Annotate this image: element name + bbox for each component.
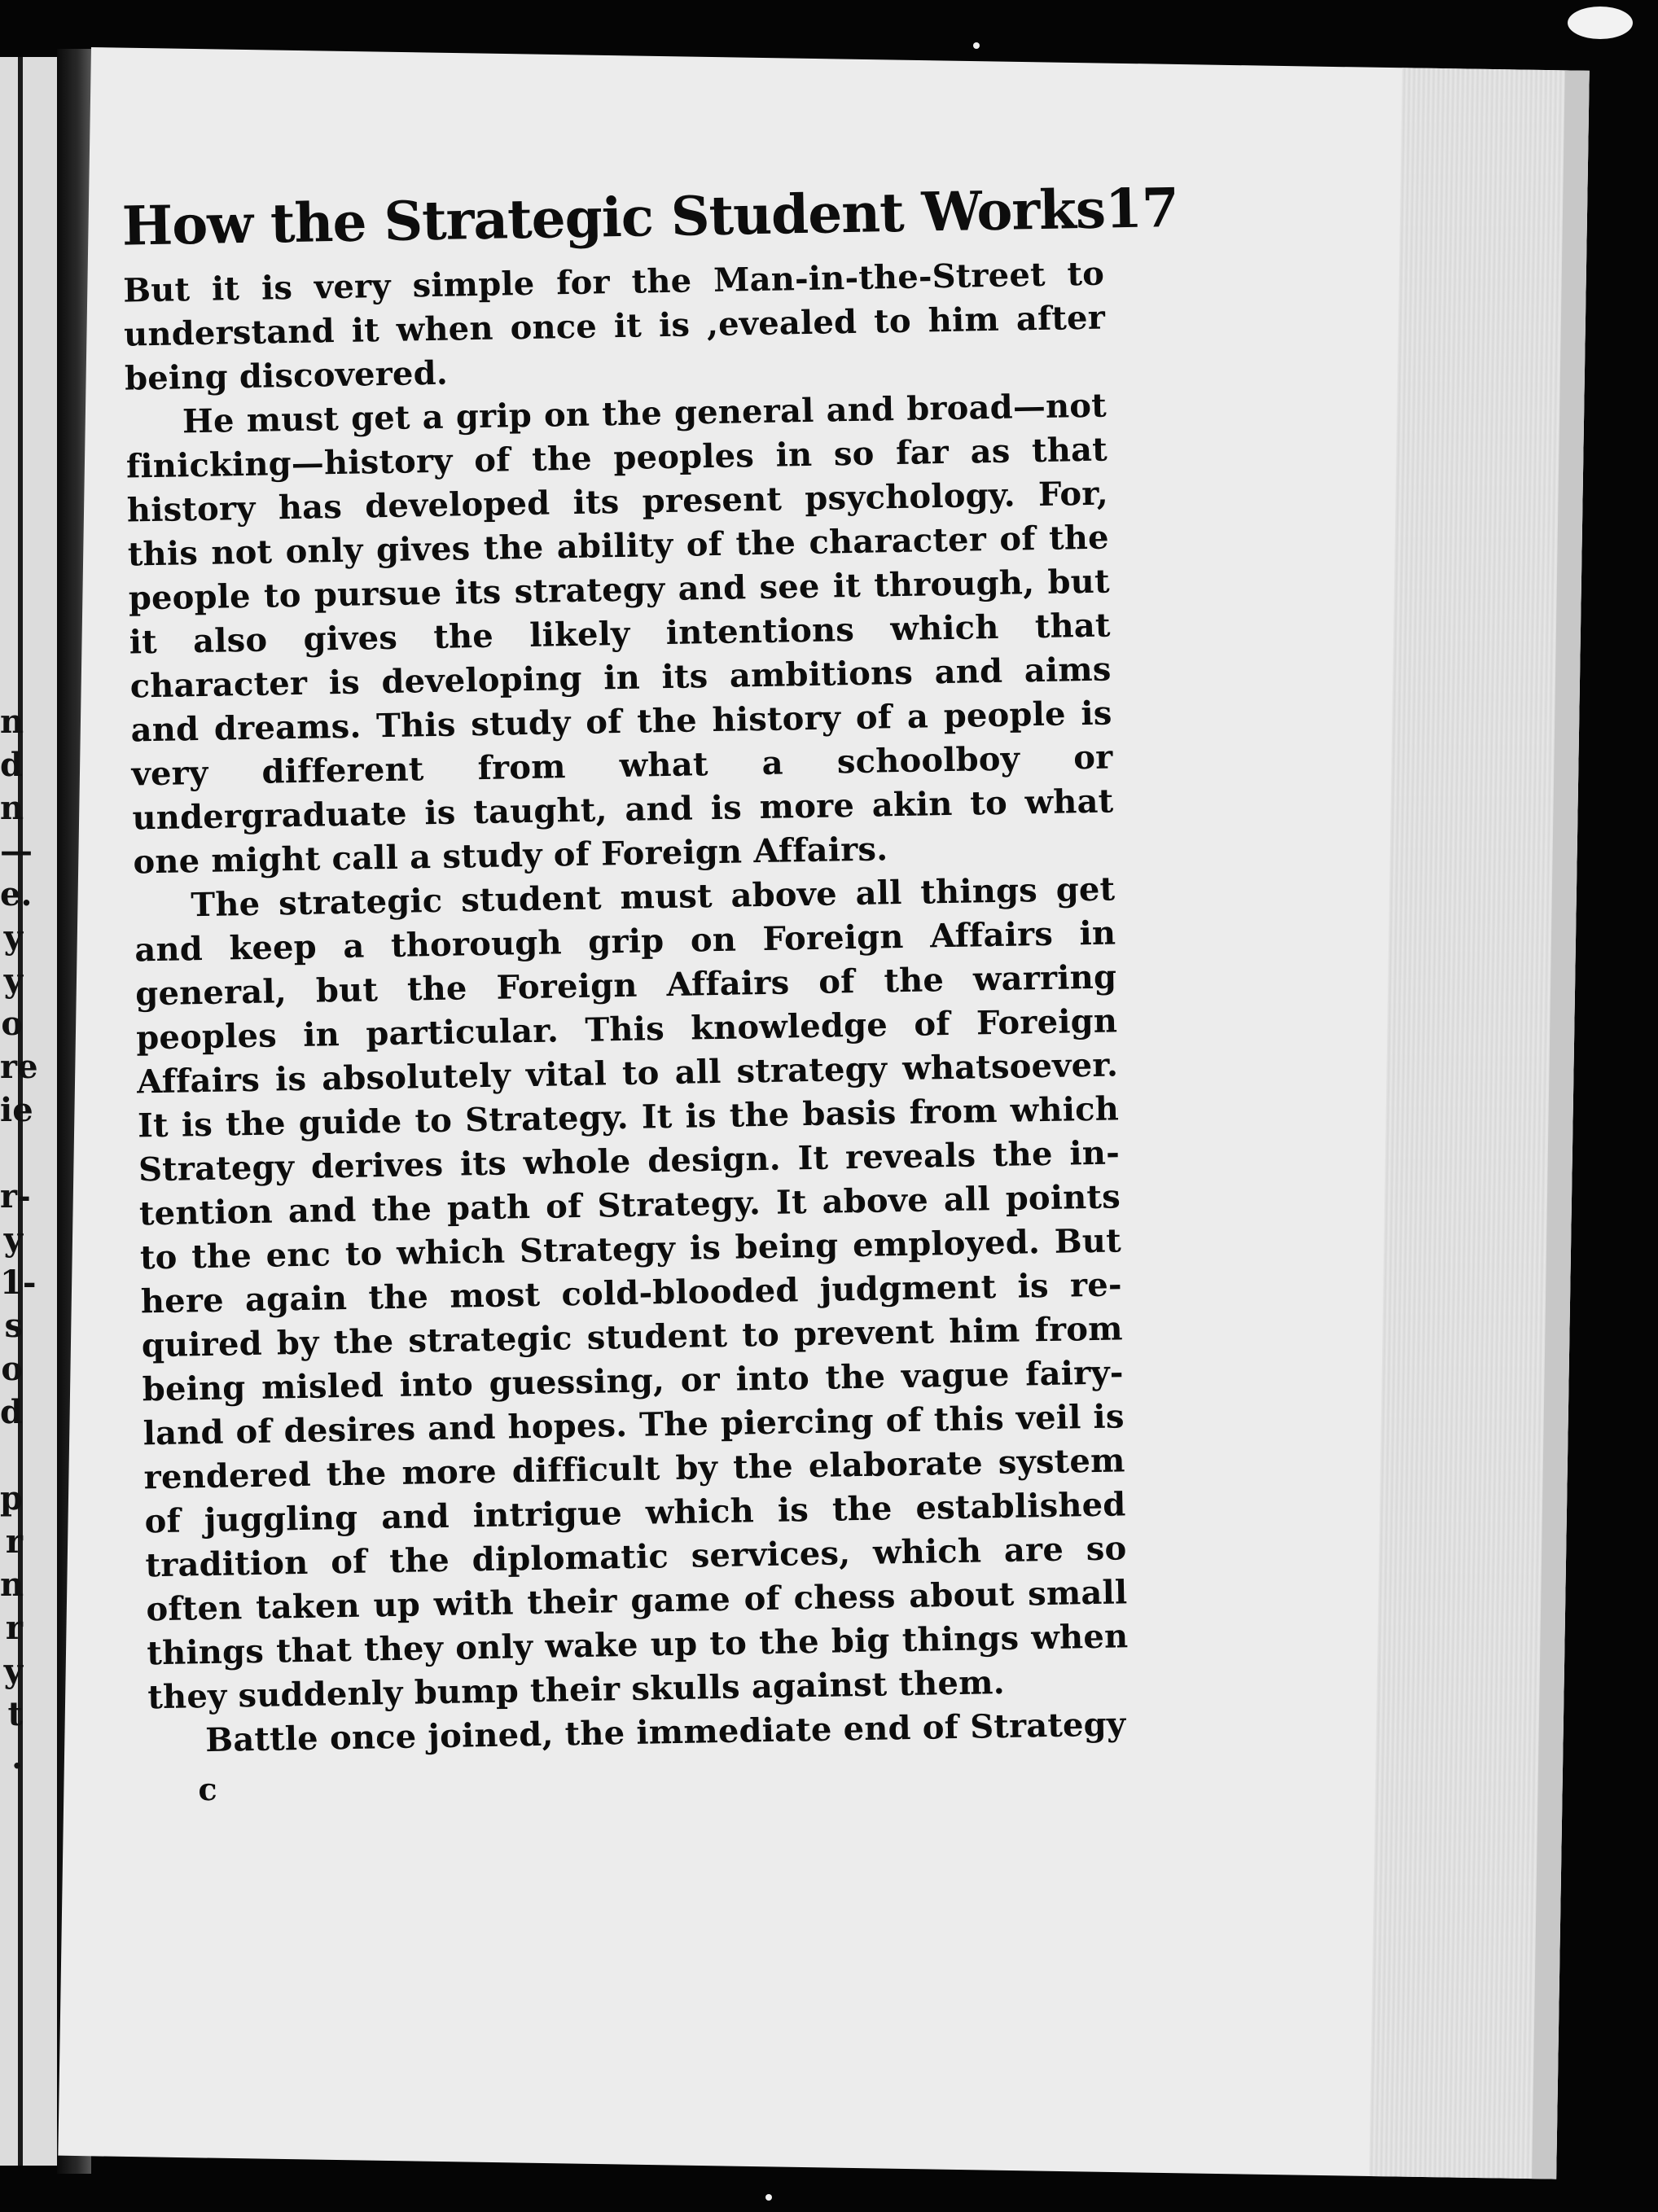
- page-number: 17: [1104, 175, 1179, 241]
- facing-page-fragment: n: [0, 1566, 24, 1604]
- facing-page-fragment: —: [0, 832, 33, 870]
- facing-page-fragment: re: [0, 1048, 38, 1086]
- page-text-block: [121, 175, 1179, 1809]
- scan-artifact: [973, 42, 980, 49]
- facing-page-fragment: r: [5, 1609, 23, 1647]
- paragraph-3: The strategic student must above all things get and keep a thorough grip on Foreign Affairs in general, but the Foreign Affairs of the warring peoples in particular. This knowledge of Foreign Affairs is absolutely vital to all strategy whatsoever. It is the guide to Strategy. It is the basis from which Strategy derives its whole design. It reveals the in-tention and the path of Strategy. It above all points to the enc to which Strategy is being employed. But here again the most cold-blooded judgment is re-quired by the strategic student to prevent him from being misled into guessing, or into the vague fairy-land of desires and hopes. The piercing of this veil is rendered the more difficult by the elaborate system of juggling and intrigue which is the established tradition of the diplomatic services, which are so often taken up with their game of chess about small things that they only wake up to the big things when they suddenly bump their skulls against them.: [134, 869, 1129, 1717]
- facing-page-fragment: p: [0, 1479, 23, 1518]
- facing-page-fragment: n: [0, 703, 24, 741]
- scan-artifact: [1568, 7, 1633, 39]
- facing-page-fragment: r-: [0, 1177, 31, 1216]
- facing-page-fragment: s: [4, 1307, 23, 1345]
- facing-page-fragment: [0, 1434, 23, 1477]
- facing-page-fragment: 1-: [0, 1264, 37, 1302]
- facing-page-text-fragments: [0, 700, 38, 1779]
- facing-page-fragment: ie: [0, 1091, 33, 1129]
- book-page: [58, 47, 1589, 2179]
- facing-page-fragment: o: [1, 1350, 23, 1388]
- facing-page-fragment: [0, 1132, 23, 1175]
- paragraph-4: Battle once joined, the immediate end of Strategy: [204, 1705, 1126, 1760]
- facing-page-fragment: t: [7, 1695, 23, 1733]
- facing-page-fragment: o: [1, 1005, 23, 1043]
- facing-page-fragment: y: [3, 961, 23, 1000]
- scan-artifact: [765, 2194, 772, 2201]
- running-head: [121, 175, 1179, 258]
- signature-mark: c: [197, 1770, 217, 1808]
- paragraph-2: He must get a grip on the general and broad—not finicking—history of the peoples in so far as that history has developed its present psychology. For, this not only gives the ability of the character of the people to pursue its strategy and see it through, but it also gives the likely intentions which that character is developing in its ambitions and aims and dreams. This study of the history of a people is very different from what a schoolboy or undergraduate is taught, and is more akin to what one might call a study of Foreign Affairs.: [125, 386, 1114, 882]
- running-head-title: How the Strategic Student Works: [121, 177, 1106, 258]
- facing-page-fragment: d: [0, 746, 23, 784]
- facing-page-fragment: y: [3, 918, 23, 957]
- facing-page-fragment: y: [3, 1652, 23, 1690]
- facing-page-fragment: n: [0, 789, 24, 827]
- facing-page-fragment: y: [3, 1220, 23, 1259]
- facing-page-fragment: d: [0, 1393, 23, 1431]
- facing-page-fragment: r: [5, 1522, 23, 1561]
- paragraph-1: But it is very simple for the Man-in-the-Street to understand it when once it is ,evealed to him after being discovered.: [122, 254, 1106, 398]
- facing-page-fragment: e.: [0, 875, 33, 913]
- facing-page-fragment: .: [11, 1738, 23, 1776]
